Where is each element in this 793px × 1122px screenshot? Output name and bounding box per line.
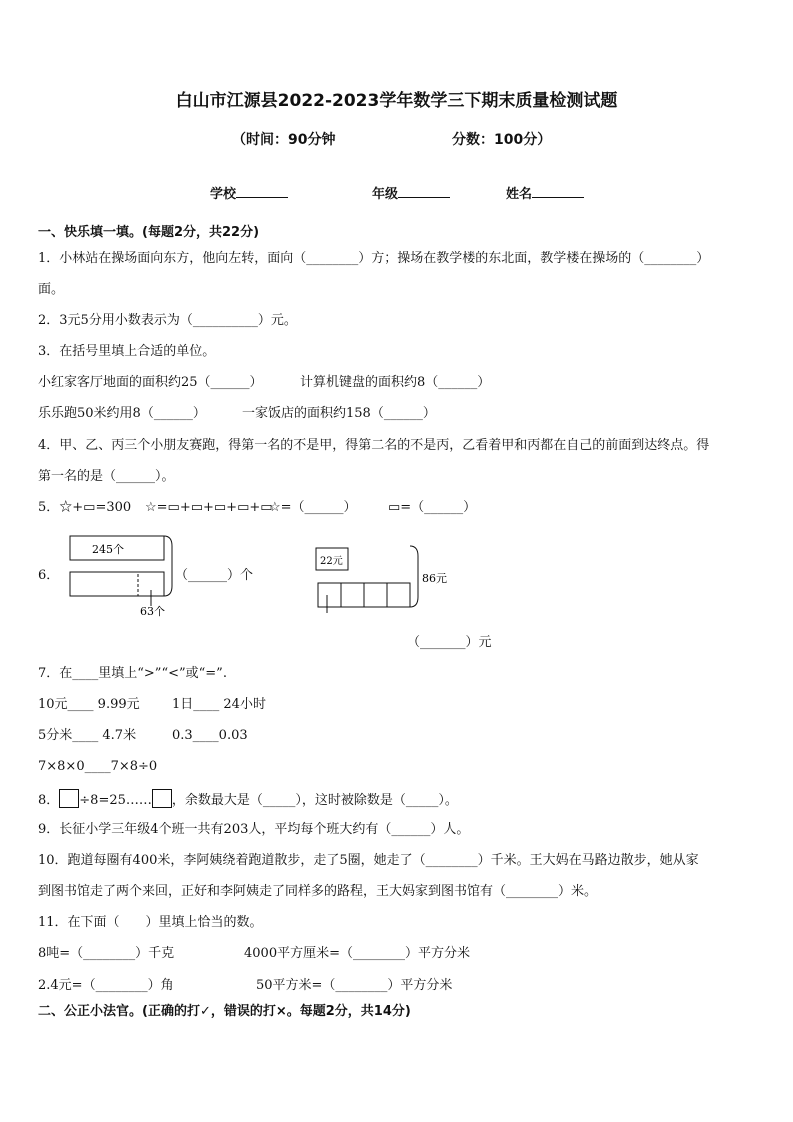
q6-answer2: （_______）元 [407,635,492,650]
q7-b: 1日____ 24小时 [172,697,266,712]
grade-label: 年级 [372,187,399,202]
q8 [38,789,458,810]
q5-a: 5．☆+▭=300 [38,500,132,515]
q10-line1: 10．跑道每圈有400米，李阿姨绕着跑道散步，走了5圈，她走了（________）千米。王大妈在马路边散步，她从家 [38,853,699,868]
school-field [210,183,288,202]
q3-c: 乐乐跑50米约用8（______） [38,406,206,421]
q5-b: ☆=▭+▭+▭+▭+▭ [145,500,273,515]
price-tag-label: 22元 [320,556,343,567]
q3-d: 一家饭店的面积约158（______） [242,406,436,421]
price-brace [410,546,418,607]
q6-answer1: （______）个 [175,568,254,583]
section2-title: 二、公正小法官。(正确的打✓，错误的打×。每题2分，共14分) [38,1004,411,1019]
q11-a: 8吨=（________）千克 [38,946,175,961]
right-brace [164,536,172,596]
price-total-label: 86元 [422,572,447,585]
q11-c: 2.4元=（________）角 [38,978,174,993]
q11-stem: 11．在下面（ ）里填上恰当的数。 [38,915,263,930]
q3-a: 小红家客厅地面的面积约25（______） [38,375,263,390]
name-field [506,183,584,202]
diff-label: 63个 [140,605,165,618]
name-label: 姓名 [506,187,533,202]
q8-number: 8． [38,793,60,808]
q11-d: 50平方米=（________）平方分米 [256,978,453,993]
q1-line2: 面。 [38,282,65,297]
q8-dividend-box[interactable] [59,789,79,808]
q8-mid: ÷8=25…… [79,793,152,808]
q4-line1: 4．甲、乙、丙三个小朋友赛跑，得第一名的不是甲，得第二名的不是丙，乙看着甲和丙都在自己的前面到达终点。得 [38,438,710,453]
q1-line1: 1．小林站在操场面向东方，他向左转，面向（________）方；操场在教学楼的东北面，教学楼在操场的（________） [38,251,710,266]
q10-line2: 到图书馆走了两个来回，正好和李阿姨走了同样多的路程，王大妈家到图书馆有（________）米。 [38,884,598,899]
q3-b: 计算机键盘的面积约8（______） [300,375,491,390]
page-title: 白山市江源县2022-2023学年数学三下期末质量检测试题 [175,91,618,111]
q7-stem: 7．在____里填上“>”“<”或“=”. [38,666,227,681]
q7-d: 0.3____0.03 [172,728,248,743]
q9: 9．长征小学三年级4个班一共有203人，平均每个班大约有（______）人。 [38,822,470,837]
q11-b: 4000平方厘米=（________）平方分米 [244,946,470,961]
q7-a: 10元____ 9.99元 [38,697,140,712]
q7-e: 7×8×0____7×8÷0 [38,759,158,774]
q7-c: 5分米____ 4.7米 [38,728,137,743]
grade-field [372,183,450,202]
q4-line2: 第一名的是（______）。 [38,469,175,484]
q2: 2．3元5分用小数表示为（__________）元。 [38,313,297,328]
q6-number: 6． [38,568,60,583]
exam-time: （时间：90分钟 [232,132,336,148]
bottom-bar-left [70,572,164,596]
q3-stem: 3．在括号里填上合适的单位。 [38,344,216,359]
section1-title: 一、快乐填一填。(每题2分，共22分) [38,225,260,240]
q8-remainder-box[interactable] [152,789,172,808]
name-blank[interactable] [532,184,584,198]
school-blank[interactable] [236,184,288,198]
q8-end: ，余数最大是（_____），这时被除数是（_____）。 [171,793,458,808]
q5-c: ☆=（______） [269,500,357,515]
q5-d: ▭=（______） [388,500,477,515]
q6-price-diagram [310,540,460,622]
top-bar-label: 245个 [92,543,124,556]
grade-blank[interactable] [398,184,450,198]
school-label: 学校 [210,187,237,202]
exam-score: 分数：100分） [452,132,552,148]
